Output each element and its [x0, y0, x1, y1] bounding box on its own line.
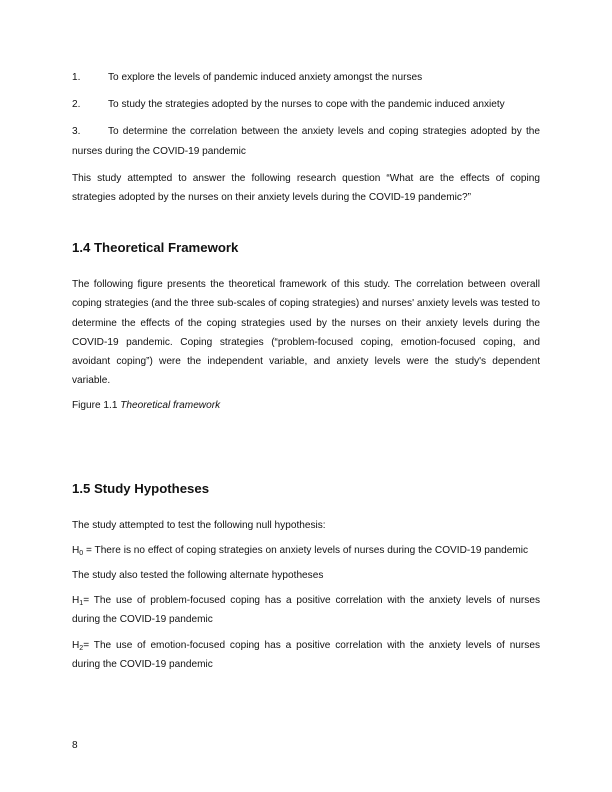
- objective-number: 3.: [72, 126, 81, 138]
- hypothesis-subscript: 2: [79, 644, 84, 652]
- hypothesis-label: H: [72, 639, 80, 651]
- alternate-hypotheses-intro: The study also tested the following alternate hypotheses: [72, 570, 324, 582]
- objective-text: To determine the correlation between the anxiety levels and coping strategies adopted by the nurses during the COVID-19 pandemic: [72, 126, 540, 157]
- objective-3: [72, 122, 540, 160]
- section-heading-study-hypotheses: 1.5 Study Hypotheses: [72, 480, 210, 496]
- page-number: 8: [72, 740, 78, 751]
- objective-2: [72, 95, 540, 114]
- hypothesis-text: = The use of problem-focused coping has a positive correlation with the anxiety levels of nurses during the COVID-19 pandemic: [72, 595, 540, 626]
- hypothesis-text: = The use of emotion-focused coping has a positive correlation with the anxiety levels of nurses during the COVID-19 pandemic: [72, 639, 540, 670]
- null-hypothesis: [72, 541, 540, 560]
- document-page: [72, 68, 540, 680]
- figure-title: Theoretical framework: [120, 400, 221, 412]
- objective-text: To study the strategies adopted by the nurses to cope with the pandemic induced anxiety: [108, 99, 505, 111]
- hypothesis-subscript: 1: [79, 600, 84, 608]
- objective-text: To explore the levels of pandemic induced anxiety amongst the nurses: [108, 72, 423, 83]
- hypothesis-label: H: [72, 595, 80, 607]
- section-heading-theoretical-framework: 1.4 Theoretical Framework: [72, 240, 239, 256]
- alternate-hypothesis-2: [72, 636, 540, 674]
- hypotheses-intro: The study attempted to test the following null hypothesis:: [72, 519, 326, 531]
- research-question: This study attempted to answer the following research question “What are the effects of coping strategies adopted by the nurses on their anxiety levels during the COVID-19 pandemic?”: [72, 172, 540, 204]
- objective-number: 2.: [72, 99, 81, 111]
- objective-1: [72, 68, 540, 87]
- hypothesis-text: = There is no effect of coping strategies on anxiety levels of nurses during the COVID-19 pandemic: [83, 544, 529, 556]
- figure-label: Figure 1.1: [72, 400, 118, 412]
- alternate-hypothesis-1: [72, 591, 540, 629]
- theoretical-framework-paragraph: The following figure presents the theoretical framework of this study. The correlation between overall coping strategies (and the three sub-scales of coping strategies) and nurses' anxiety levels was tested to determine the effects of the coping strategies used by the nurses on their anxiety levels during the COVID-19 pandemic. Coping strategies (“problem-focused coping, emotion-focused coping, and avoidant coping”) were the independent variable, and anxiety levels were the study's dependent variable.: [72, 279, 540, 387]
- objective-number: 1.: [72, 72, 81, 83]
- figure-caption: [72, 396, 540, 415]
- hypothesis-label: H: [72, 544, 80, 556]
- hypothesis-subscript: 0: [79, 549, 84, 557]
